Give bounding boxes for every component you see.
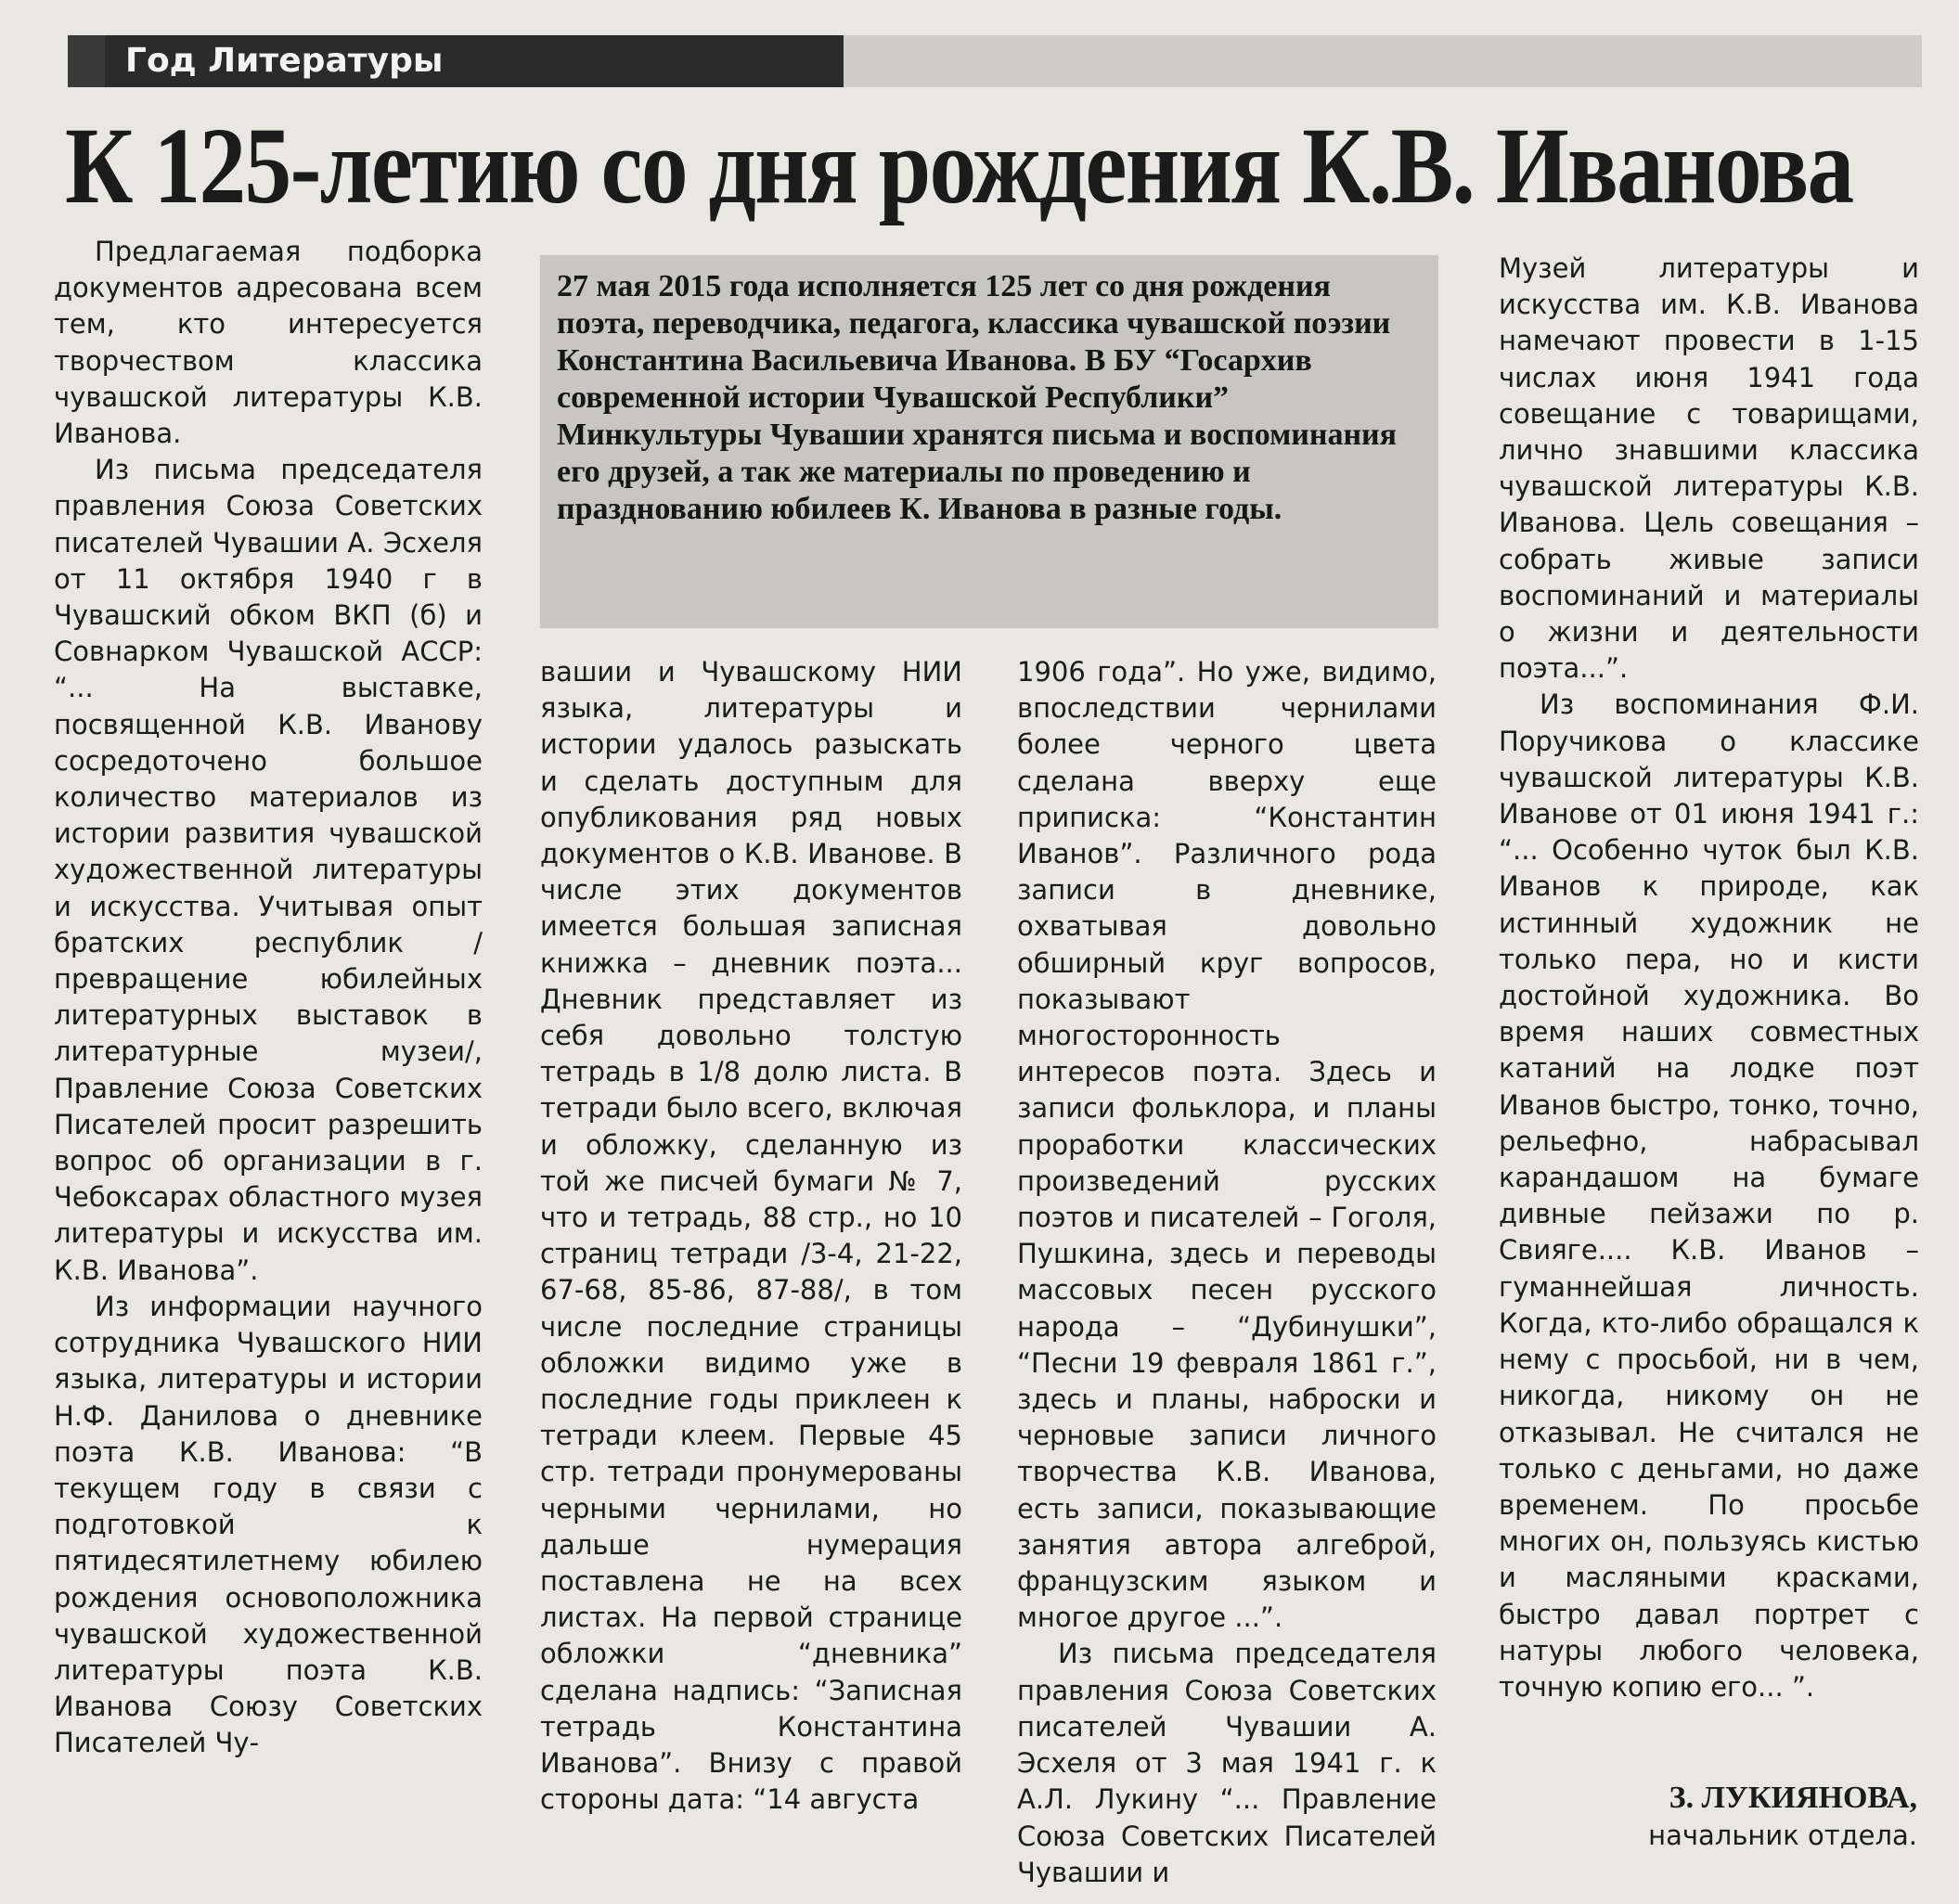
rubric-label: Год Литературы <box>68 35 844 87</box>
paragraph: Из письма председателя правления Союза Советских писателей Чувашии А. Эсхеля от 3 мая 1941 г. к А.Л. Лукину “... Правление Союза Советских Писателей Чувашии и <box>1017 1638 1437 1888</box>
column-2 <box>540 654 962 1819</box>
lead-text: 27 мая 2015 года исполняется 125 лет со дня рождения поэта, переводчика, педагога, классика чувашской поэзии Константина Васильевича Иванова. В БУ “Госархив современной истории Чувашской Республики” Минкультуры Чувашии хранятся письма и воспоминания его друзей, а так же материалы по проведению и празднованию юбилеев К. Иванова в разные годы. <box>557 269 1398 526</box>
paragraph: 1906 года”. Но уже, видимо, впоследствии чернилами более черного цвета сделана вверху еще приписка: “Константин Иванов”. Различного рода записи в дневнике, охватывая довольно обширный круг вопросов, показывают многосторонность интересов поэта. Здесь и записи фольклора, и планы проработки классических произведений русских поэтов и писателей – Гоголя, Пушкина, здесь и переводы массовых песен русского народа – “Дубинушки”, “Песни 19 февраля 1861 г.”, здесь и планы, наброски и черновые записи личного творчества К.В. Иванова, есть записи, показывающие занятия автора алгеброй, французским языком и многое другое ...”. <box>1017 656 1437 1634</box>
column-1 <box>54 234 483 1762</box>
paragraph: Из информации научного сотрудника Чувашского НИИ языка, литературы и истории Н.Ф. Данилова о дневнике поэта К.В. Иванова: “В текущем году в связи с подготовкой к пятидесятилетнему юбилею рождения основоположника чувашской художественной литературы поэта К.В. Иванова Союзу Советских Писателей Чу- <box>54 1290 483 1759</box>
lead-box <box>540 255 1438 628</box>
author-name: З. ЛУКИЯНОВА, <box>1669 1781 1917 1815</box>
paragraph: Из письма председателя правления Союза Советских писателей Чувашии А. Эсхеля от 11 октября 1940 г в Чувашский обком ВКП (б) и Совнарком Чувашской АССР: “... На выставке, посвященной К.В. Иванову сосредоточено большое количество материалов из истории развития чувашской художественной литературы и искусства. Учитывая опыт братских республик /превращение юбилейных литературных выставок в литературные музеи/, Правление Союза Советских Писателей просит разрешить вопрос об организации в г. Чебоксарах областного музея литературы и искусства им. К.В. Иванова”. <box>54 454 483 1286</box>
rubric-marker <box>68 35 105 87</box>
paragraph: вашии и Чувашскому НИИ языка, литературы и истории удалось разыскать и сделать доступным для опубликования ряд новых документов о К.В. Иванове. В числе этих документов имеется большая записная книжка – дневник поэта... Дневник представляет из себя довольно толстую тетрадь в 1/8 долю листа. В тетради было всего, включая и обложку, сделанную из той же писчей бумаги № 7, что и тетрадь, 88 стр., но 10 страниц тетради /3-4, 21-22, 67-68, 85-86, 87-88/, в том числе последние страницы обложки видимо уже в последние годы приклеен к тетради клеем. Первые 45 стр. тетради пронумерованы черными чернилами, но дальше нумерация поставлена не на всех листах. На первой странице обложки “дневника” сделана надпись: “Записная тетрадь Константина Иванова”. Внизу с правой стороны дата: “14 августа <box>540 656 962 1816</box>
byline <box>1648 1780 1917 1854</box>
paragraph: Музей литературы и искусства им. К.В. Иванова намечают провести в 1-15 числах июня 1941 года совещание с товарищами, лично знавшими классика чувашской литературы К.В. Иванова. Цель совещания – собрать живые записи воспоминаний и материалы о жизни и деятельности поэта...”. <box>1499 252 1919 685</box>
article-headline: К 125-летию со дня рождения К.В. Иванова <box>65 105 1853 226</box>
paragraph: Предлагаемая подборка документов адресована всем тем, кто интересуется творчеством классика чувашской литературы К.В. Иванова. <box>54 236 483 450</box>
paragraph: Из воспоминания Ф.И. Поручикова о классике чувашской литературы К.В. Иванове от 01 июня 1941 г.: “... Особенно чуток был К.В. Иванов к природе, как истинный художник не только пера, но и кисти достойной художника. Во время наших совместных катаний на лодке поэт Иванов быстро, тонко, точно, рельефно, набрасывал карандашом на бумаге дивные пейзажи по р. Свияге.... К.В. Иванов – гуманнейшая личность. Когда, кто-либо обращался к нему с просьбой, ни в чем, никогда, никому он не отказывал. Не считался не только с деньгами, но даже временем. По просьбе многих он, пользуясь кистью и масляными красками, быстро давал портрет с натуры любого человека, точную копию его... ”. <box>1499 688 1919 1703</box>
author-role: начальник отдела. <box>1648 1820 1917 1851</box>
column-4 <box>1499 251 1919 1705</box>
column-3 <box>1017 654 1437 1891</box>
